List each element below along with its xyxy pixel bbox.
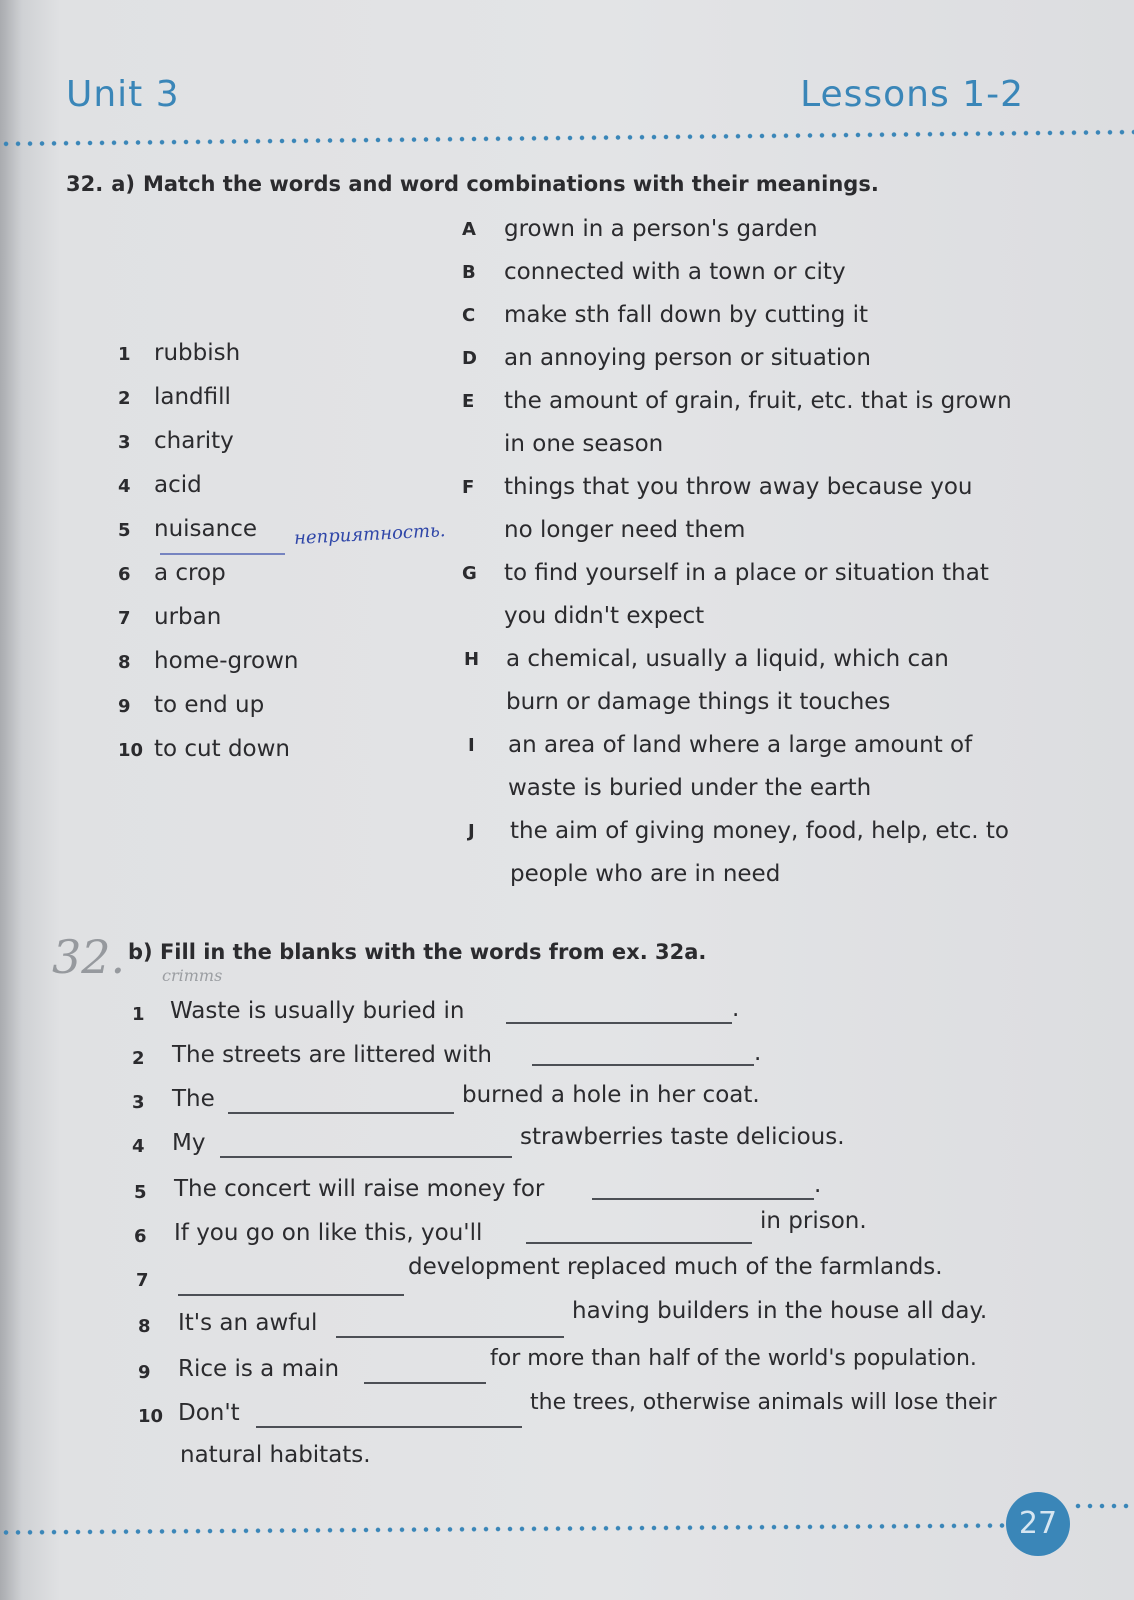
handwritten-margin-word: crimms xyxy=(162,966,223,985)
unit-title: Unit 3 xyxy=(66,74,180,115)
sentence-number: 9 xyxy=(138,1362,151,1383)
meaning-text xyxy=(504,380,1012,466)
word-text: urban xyxy=(154,604,222,630)
meaning-text xyxy=(504,552,989,638)
word-number: 9 xyxy=(118,696,131,717)
answer-blank[interactable] xyxy=(592,1198,814,1200)
word-item xyxy=(118,604,221,630)
top-dotted-divider xyxy=(0,129,1134,147)
sentence-text-before: My xyxy=(172,1130,206,1156)
answer-blank[interactable] xyxy=(526,1242,752,1244)
word-item xyxy=(118,648,299,674)
answer-blank[interactable] xyxy=(178,1294,404,1296)
meaning-line: connected with a town or city xyxy=(504,259,846,285)
sentence-number: 5 xyxy=(134,1182,147,1203)
word-text: landfill xyxy=(154,384,231,410)
handwritten-underline xyxy=(160,553,285,555)
sentence-number: 7 xyxy=(136,1270,149,1291)
word-text: nuisance xyxy=(154,516,257,542)
meaning-line: an area of land where a large amount of xyxy=(508,732,973,758)
answer-blank[interactable] xyxy=(364,1382,486,1384)
meaning-line: grown in a person's garden xyxy=(504,216,818,242)
sentence-number: 8 xyxy=(138,1316,151,1337)
page-number-badge: 27 xyxy=(1006,1492,1070,1556)
meaning-line: you didn't expect xyxy=(504,603,705,629)
word-number: 10 xyxy=(118,740,144,761)
meaning-letter: D xyxy=(462,348,477,369)
word-item xyxy=(118,384,231,410)
word-number: 1 xyxy=(118,344,131,365)
meaning-letter: B xyxy=(462,262,476,283)
answer-blank[interactable] xyxy=(228,1112,454,1114)
meaning-letter: A xyxy=(462,219,476,240)
answer-blank[interactable] xyxy=(336,1336,564,1338)
meaning-text xyxy=(508,724,972,810)
sentence-number: 6 xyxy=(134,1226,147,1247)
word-text: a crop xyxy=(154,560,226,586)
word-text: home-grown xyxy=(154,648,299,674)
exercise-part-label: b) xyxy=(128,940,153,964)
word-number: 7 xyxy=(118,608,131,629)
sentence-text-before: It's an awful xyxy=(178,1310,318,1336)
sentence-text-after: the trees, otherwise animals will lose their xyxy=(530,1390,997,1415)
sentence-text-after: in prison. xyxy=(760,1208,867,1234)
word-number: 4 xyxy=(118,476,131,497)
word-item xyxy=(118,472,202,498)
sentence-text-after: . xyxy=(754,1040,762,1066)
sentence-text-after: . xyxy=(732,996,740,1022)
answer-blank[interactable] xyxy=(506,1022,732,1024)
meaning-text xyxy=(504,466,972,552)
sentence-text-after: for more than half of the world's population. xyxy=(490,1346,977,1371)
answer-blank[interactable] xyxy=(532,1064,754,1066)
handwritten-translation: неприятность. xyxy=(293,520,447,549)
meaning-line: people who are in need xyxy=(510,861,781,887)
meaning-text xyxy=(504,208,818,251)
meaning-text xyxy=(504,251,846,294)
sentence-text-before: The streets are littered with xyxy=(172,1042,492,1068)
meaning-text xyxy=(504,294,868,337)
word-text: charity xyxy=(154,428,234,454)
word-text: to cut down xyxy=(154,736,291,762)
meaning-letter: G xyxy=(462,563,477,584)
meaning-line: waste is buried under the earth xyxy=(508,775,872,801)
exercise-part-label: a) xyxy=(111,172,135,196)
meaning-letter: C xyxy=(462,305,476,326)
meaning-text xyxy=(510,810,1009,896)
sentence-text-after: development replaced much of the farmlands. xyxy=(408,1254,943,1280)
exercise-instruction: Match the words and word combinations with their meanings. xyxy=(142,172,879,196)
word-number: 5 xyxy=(118,520,131,541)
word-text: acid xyxy=(154,472,202,498)
word-number: 6 xyxy=(118,564,131,585)
meaning-line: burn or damage things it touches xyxy=(506,689,891,715)
bottom-dotted-divider-right xyxy=(1072,1503,1134,1509)
meaning-letter: F xyxy=(462,477,475,498)
answer-blank[interactable] xyxy=(256,1426,522,1428)
exercise-number: 32. xyxy=(66,172,104,196)
exercise-b-heading xyxy=(128,940,706,964)
meaning-line: to find yourself in a place or situation that xyxy=(504,560,989,586)
word-item xyxy=(118,428,234,454)
word-text: to end up xyxy=(154,692,265,718)
handwritten-margin-number: 32. xyxy=(52,930,126,984)
sentence-number: 10 xyxy=(138,1406,164,1427)
sentence-number: 4 xyxy=(132,1136,145,1157)
sentence-text-before: The concert will raise money for xyxy=(174,1176,545,1202)
sentence-text-before: Rice is a main xyxy=(178,1356,340,1382)
bottom-dotted-divider xyxy=(0,1522,1010,1535)
meaning-text xyxy=(506,638,949,724)
word-text: rubbish xyxy=(154,340,241,366)
meaning-line: make sth fall down by cutting it xyxy=(504,302,869,328)
meaning-line: no longer need them xyxy=(504,517,746,543)
sentence-text-after: burned a hole in her coat. xyxy=(462,1082,760,1108)
sentence-text-continued: natural habitats. xyxy=(180,1442,371,1468)
sentence-number: 2 xyxy=(132,1048,145,1069)
word-number: 3 xyxy=(118,432,131,453)
meaning-line: an annoying person or situation xyxy=(504,345,871,371)
sentence-text-after: having builders in the house all day. xyxy=(572,1298,988,1324)
meaning-line: the aim of giving money, food, help, etc. to xyxy=(510,818,1009,844)
meaning-line: a chemical, usually a liquid, which can xyxy=(506,646,949,672)
answer-blank[interactable] xyxy=(220,1156,512,1158)
exercise-instruction: Fill in the blanks with the words from ex. 32a. xyxy=(159,940,707,964)
sentence-text-before: The xyxy=(172,1086,215,1112)
sentence-number: 1 xyxy=(132,1004,145,1025)
word-number: 8 xyxy=(118,652,131,673)
meaning-line: the amount of grain, fruit, etc. that is grown xyxy=(504,388,1012,414)
lessons-title: Lessons 1-2 xyxy=(800,74,1024,115)
exercise-a-heading xyxy=(66,172,879,196)
meaning-line: in one season xyxy=(504,431,664,457)
sentence-text-after: . xyxy=(814,1172,822,1198)
sentence-number: 3 xyxy=(132,1092,145,1113)
word-item xyxy=(118,560,226,586)
word-number: 2 xyxy=(118,388,131,409)
word-item xyxy=(118,340,240,366)
sentence-text-before: Waste is usually buried in xyxy=(170,998,465,1024)
meaning-letter: H xyxy=(464,649,480,670)
sentence-text-after: strawberries taste delicious. xyxy=(520,1124,845,1150)
meaning-letter: J xyxy=(468,821,475,842)
word-item xyxy=(118,516,257,542)
sentence-text-before: If you go on like this, you'll xyxy=(174,1220,483,1246)
word-item xyxy=(118,736,290,762)
meaning-letter: E xyxy=(462,391,475,412)
meaning-text xyxy=(504,337,871,380)
word-item xyxy=(118,692,264,718)
meaning-line: things that you throw away because you xyxy=(504,474,973,500)
meaning-letter: I xyxy=(468,735,475,756)
sentence-text-before: Don't xyxy=(178,1400,240,1426)
